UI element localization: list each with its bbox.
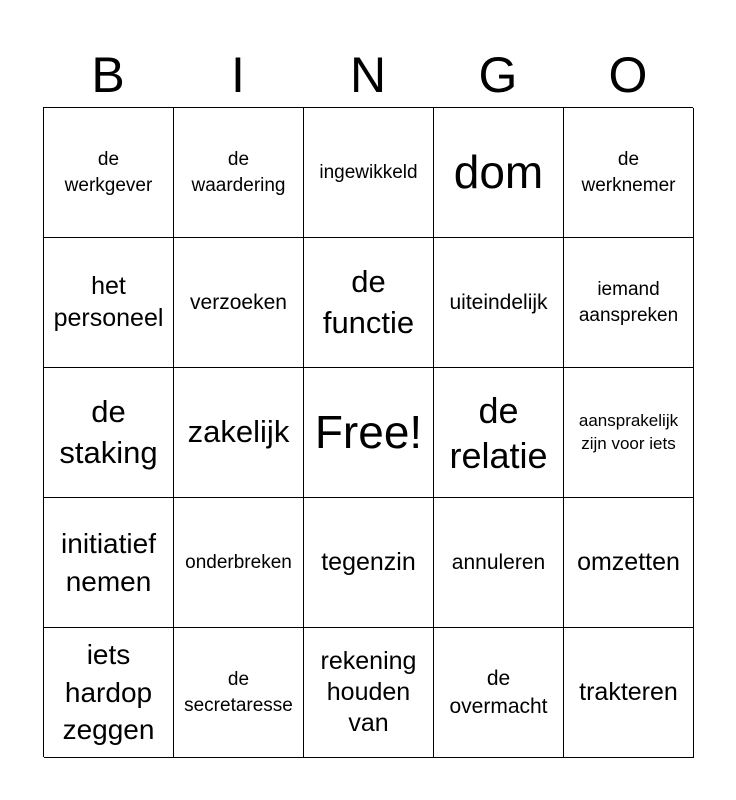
cell-text: initiatief nemen [61, 527, 156, 597]
bingo-cell [174, 628, 304, 758]
cell-text: de werknemer [581, 149, 676, 196]
bingo-cell [174, 238, 304, 368]
bingo-cell [44, 238, 174, 368]
cell-text: aansprakelijk zijn voor iets [578, 411, 679, 453]
cell-text: de staking [59, 393, 158, 470]
cell-text: onderbreken [185, 551, 292, 573]
bingo-cell [174, 498, 304, 628]
bingo-cell [564, 628, 694, 758]
cell-text: iets hardop zeggen [62, 638, 155, 746]
cell-text: de werkgever [64, 149, 153, 196]
bingo-cell [304, 238, 434, 368]
cell-text: iemand aanspreken [578, 279, 679, 326]
cell-text: de waardering [191, 149, 286, 196]
cell-text: verzoeken [190, 290, 287, 314]
bingo-cell [304, 498, 434, 628]
cell-text: tegenzin [321, 547, 416, 576]
cell-text: uiteindelijk [449, 290, 548, 314]
cell-text: dom [453, 146, 544, 199]
bingo-cell [44, 368, 174, 498]
bingo-cell [434, 628, 564, 758]
bingo-cell [434, 498, 564, 628]
header-letter-n: N [349, 47, 387, 103]
cell-text: de overmacht [449, 667, 548, 718]
bingo-cell [434, 368, 564, 498]
cell-text: de relatie [449, 389, 548, 476]
bingo-cell [564, 238, 694, 368]
cell-text: zakelijk [187, 414, 290, 450]
header-letter-g: G [478, 47, 518, 103]
bingo-cell [44, 628, 174, 758]
cell-text: de secretaresse [184, 669, 293, 716]
cell-text: rekening houden van [320, 646, 417, 738]
cell-text: de functie [322, 263, 415, 340]
bingo-cell [44, 108, 174, 238]
cell-text: het personeel [53, 272, 164, 332]
header-letter-o: O [608, 47, 648, 103]
cell-text: ingewikkeld [319, 161, 418, 183]
bingo-cell [564, 498, 694, 628]
bingo-cell-free [304, 368, 434, 498]
bingo-cell [304, 108, 434, 238]
bingo-cell [564, 108, 694, 238]
bingo-cell [174, 368, 304, 498]
header-letter-i: I [231, 47, 245, 103]
cell-text: trakteren [579, 677, 678, 706]
cell-text: Free! [314, 406, 423, 459]
bingo-cell [44, 498, 174, 628]
bingo-board [43, 107, 693, 757]
bingo-cell [304, 628, 434, 758]
bingo-cell [174, 108, 304, 238]
bingo-cell [564, 368, 694, 498]
bingo-header [43, 44, 693, 106]
bingo-cell [434, 238, 564, 368]
header-letter-b: B [91, 47, 125, 103]
cell-text: omzetten [577, 547, 680, 576]
bingo-cell [434, 108, 564, 238]
cell-text: annuleren [451, 550, 546, 574]
